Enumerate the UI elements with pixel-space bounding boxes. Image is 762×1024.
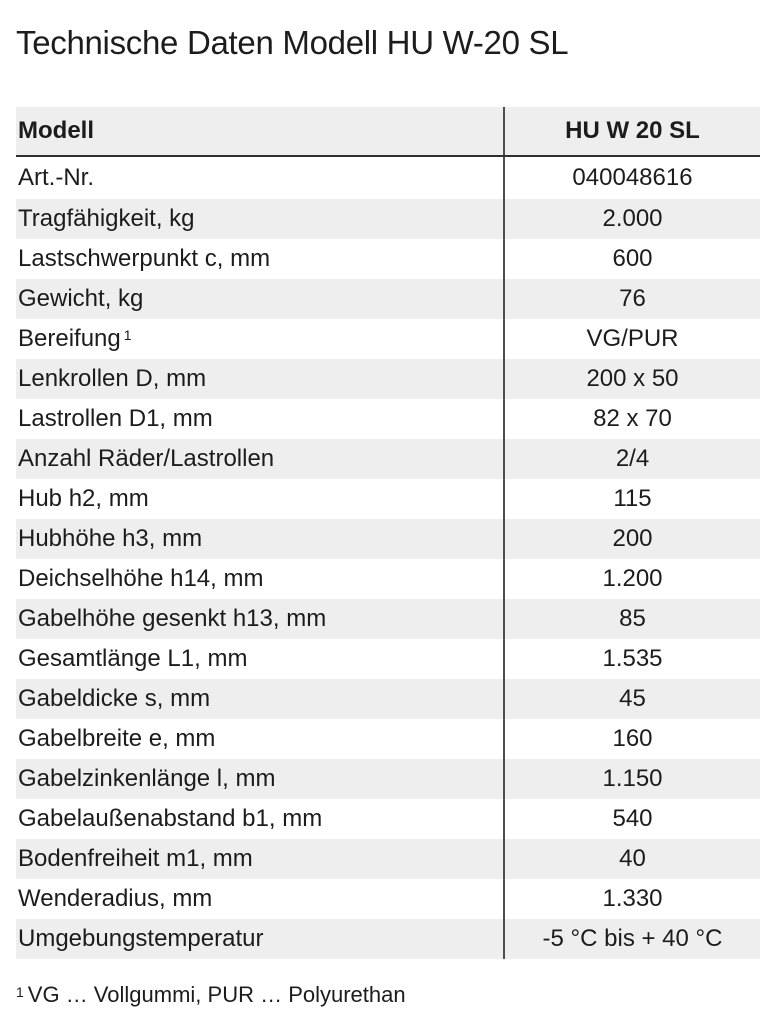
row-label: Gabeldicke s, mm	[18, 685, 211, 712]
row-value: 200 x 50	[586, 365, 679, 392]
row-label-cell	[16, 879, 504, 919]
spec-table	[16, 107, 760, 959]
row-label-cell	[16, 759, 504, 799]
row-label-cell	[16, 799, 504, 839]
row-value-cell	[504, 799, 760, 839]
header-value-cell: HU W 20 SL	[504, 107, 760, 156]
page-title: Technische Daten Modell HU W-20 SL	[16, 24, 569, 61]
row-value-cell	[504, 479, 760, 519]
footnote-reference: 1	[123, 327, 132, 343]
table-row	[16, 156, 760, 199]
row-value-cell	[504, 279, 760, 319]
row-label-cell	[16, 519, 504, 559]
row-value: 160	[612, 725, 653, 752]
row-label-cell	[16, 439, 504, 479]
row-label-cell	[16, 679, 504, 719]
row-label: Bereifung	[18, 325, 121, 352]
row-value: 200	[612, 525, 653, 552]
row-value-cell	[504, 639, 760, 679]
row-label: Deichselhöhe h14, mm	[18, 565, 264, 592]
row-value-cell	[504, 439, 760, 479]
row-label: Gabelbreite e, mm	[18, 725, 216, 752]
row-label-cell	[16, 479, 504, 519]
row-label-cell	[16, 359, 504, 399]
row-value: 040048616	[572, 164, 693, 191]
row-label: Anzahl Räder/Lastrollen	[18, 445, 275, 472]
row-value-cell	[504, 919, 760, 959]
row-value-cell	[504, 399, 760, 439]
table-header-row	[16, 107, 760, 156]
row-value: -5 °C bis + 40 °C	[542, 925, 723, 952]
row-label: Gabelaußenabstand b1, mm	[18, 805, 323, 832]
row-value-cell	[504, 719, 760, 759]
row-value: 540	[612, 805, 653, 832]
header-label-cell: Modell	[16, 107, 504, 156]
row-value-cell	[504, 839, 760, 879]
row-value: 1.200	[602, 565, 663, 592]
row-value: 2.000	[602, 205, 663, 232]
table-row	[16, 239, 760, 279]
table-row	[16, 559, 760, 599]
table-row	[16, 439, 760, 479]
row-value-cell	[504, 679, 760, 719]
row-value-cell	[504, 199, 760, 239]
row-label: Gesamtlänge L1, mm	[18, 645, 248, 672]
table-row	[16, 639, 760, 679]
row-value: 1.535	[602, 645, 663, 672]
table-row	[16, 839, 760, 879]
table-row	[16, 399, 760, 439]
footnote-text: VG … Vollgummi, PUR … Polyurethan	[27, 982, 406, 1007]
row-label-cell	[16, 599, 504, 639]
row-value-cell	[504, 559, 760, 599]
row-label-cell	[16, 239, 504, 279]
row-value: 40	[619, 845, 646, 872]
table-row	[16, 719, 760, 759]
table-row	[16, 919, 760, 959]
row-value: 1.330	[602, 885, 663, 912]
row-label-cell	[16, 559, 504, 599]
table-row	[16, 359, 760, 399]
row-label: Gabelhöhe gesenkt h13, mm	[18, 605, 327, 632]
row-label: Wenderadius, mm	[18, 885, 213, 912]
row-label: Gabelzinkenlänge l, mm	[18, 765, 276, 792]
row-label-cell	[16, 399, 504, 439]
row-value-cell	[504, 156, 760, 199]
row-value-cell	[504, 359, 760, 399]
row-value-cell	[504, 599, 760, 639]
row-label: Hubhöhe h3, mm	[18, 525, 203, 552]
row-label: Umgebungstemperatur	[18, 925, 264, 952]
row-label: Lenkrollen D, mm	[18, 365, 207, 392]
row-value-cell	[504, 319, 760, 359]
row-value-cell	[504, 519, 760, 559]
row-label-cell	[16, 719, 504, 759]
row-label: Tragfähigkeit, kg	[18, 205, 195, 232]
table-row	[16, 279, 760, 319]
row-label: Lastschwerpunkt c, mm	[18, 245, 271, 272]
row-value: 1.150	[602, 765, 663, 792]
row-label-cell	[16, 839, 504, 879]
table-row	[16, 319, 760, 359]
row-label-cell	[16, 199, 504, 239]
table-row	[16, 519, 760, 559]
row-value: 45	[619, 685, 646, 712]
row-value: 2/4	[615, 445, 650, 472]
row-value: 600	[612, 245, 653, 272]
table-row	[16, 479, 760, 519]
table-row	[16, 759, 760, 799]
row-value-cell	[504, 759, 760, 799]
row-value: 115	[613, 485, 652, 512]
spec-table-body	[16, 156, 760, 959]
row-value-cell	[504, 879, 760, 919]
row-value: 85	[619, 605, 646, 632]
footnote	[16, 982, 406, 1008]
row-label-cell	[16, 279, 504, 319]
footnote-marker: 1	[16, 984, 24, 1000]
row-label: Bodenfreiheit m1, mm	[18, 845, 253, 872]
table-row	[16, 799, 760, 839]
row-label-cell	[16, 156, 504, 199]
row-label: Gewicht, kg	[18, 285, 144, 312]
row-label-cell	[16, 639, 504, 679]
table-row	[16, 679, 760, 719]
table-row	[16, 879, 760, 919]
row-value: VG/PUR	[586, 325, 679, 352]
table-row	[16, 199, 760, 239]
table-row	[16, 599, 760, 639]
row-value-cell	[504, 239, 760, 279]
row-value: 82 x 70	[593, 405, 672, 432]
row-label-cell	[16, 319, 504, 359]
row-value: 76	[619, 285, 646, 312]
row-label: Art.-Nr.	[18, 164, 94, 191]
row-label: Lastrollen D1, mm	[18, 405, 213, 432]
row-label-cell	[16, 919, 504, 959]
row-label: Hub h2, mm	[18, 485, 149, 512]
